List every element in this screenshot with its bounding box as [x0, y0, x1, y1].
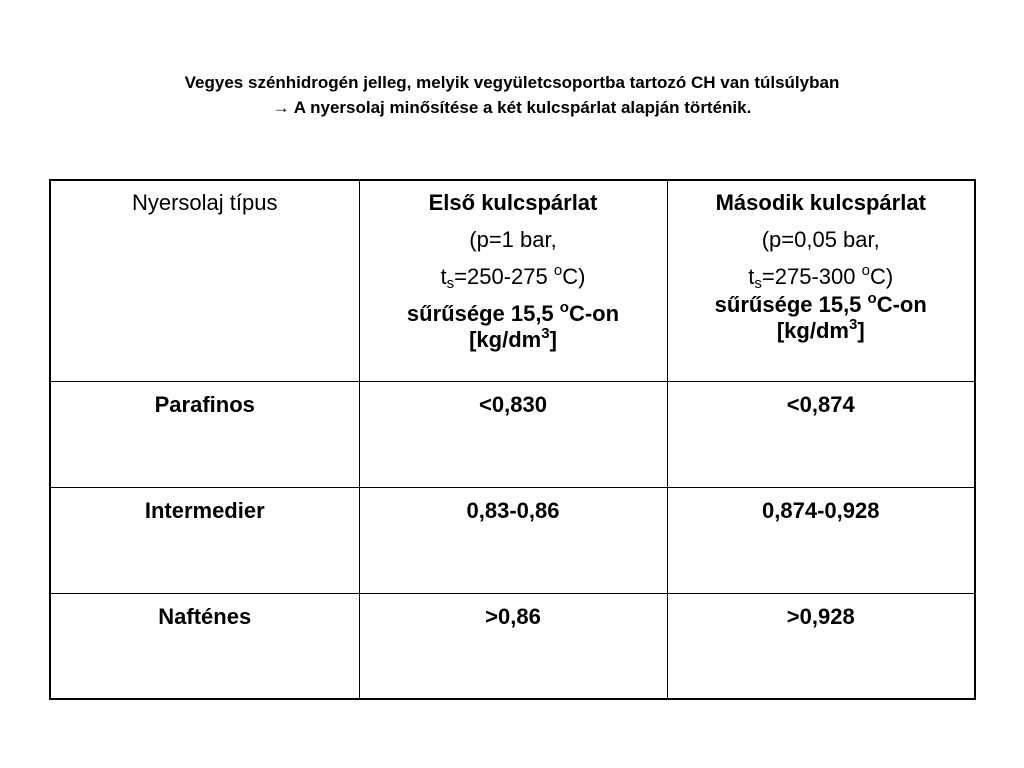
- row-oil-type: Nafténes: [50, 593, 359, 699]
- table-row: [50, 593, 975, 699]
- header-first-fraction-temperature: $t_s=250-275$ $^o$C): [440, 262, 586, 292]
- slide-title: [40, 70, 984, 120]
- header-second-fraction-name: Második kulcspárlat: [715, 190, 926, 215]
- header-oil-type: Nyersolaj típus: [50, 180, 359, 381]
- table-header-row: [50, 180, 975, 381]
- header-second-fraction-temperature: $t_s=275-300$ $^o$C): [748, 262, 894, 292]
- row-oil-type: Intermedier: [50, 487, 359, 593]
- title-line-2: → A nyersolaj minősítése a két kulcspárlat alapján történik.: [272, 98, 752, 117]
- header-second-fraction: [667, 180, 975, 381]
- header-first-fraction: [359, 180, 667, 381]
- table-row: [50, 487, 975, 593]
- row-first-fraction-value: <0,830: [359, 381, 667, 487]
- row-oil-type: Parafinos: [50, 381, 359, 487]
- header-first-fraction-unit: $[kg/dm^3]$: [469, 325, 557, 352]
- header-second-fraction-pressure: (p=0,05 bar,: [761, 227, 880, 252]
- row-second-fraction-value: <0,874: [667, 381, 975, 487]
- header-first-fraction-density: sűrűsége 15,5 $^o$C-on: [406, 299, 620, 326]
- header-second-fraction-density: sűrűsége 15,5 $^o$C-on: [714, 290, 927, 317]
- row-second-fraction-value: >0,928: [667, 593, 975, 699]
- header-first-fraction-pressure: (p=1 bar,: [469, 227, 557, 252]
- row-first-fraction-value: 0,83-0,86: [359, 487, 667, 593]
- crude-oil-classification-table: [49, 179, 976, 700]
- header-second-fraction-unit: $[kg/dm^3]$: [776, 316, 865, 343]
- table-row: [50, 381, 975, 487]
- header-first-fraction-name: Első kulcspárlat: [428, 190, 598, 215]
- row-first-fraction-value: >0,86: [359, 593, 667, 699]
- row-second-fraction-value: 0,874-0,928: [667, 487, 975, 593]
- title-line-1: Vegyes szénhidrogén jelleg, melyik vegyületcsoportba tartozó CH van túlsúlyban: [184, 73, 840, 92]
